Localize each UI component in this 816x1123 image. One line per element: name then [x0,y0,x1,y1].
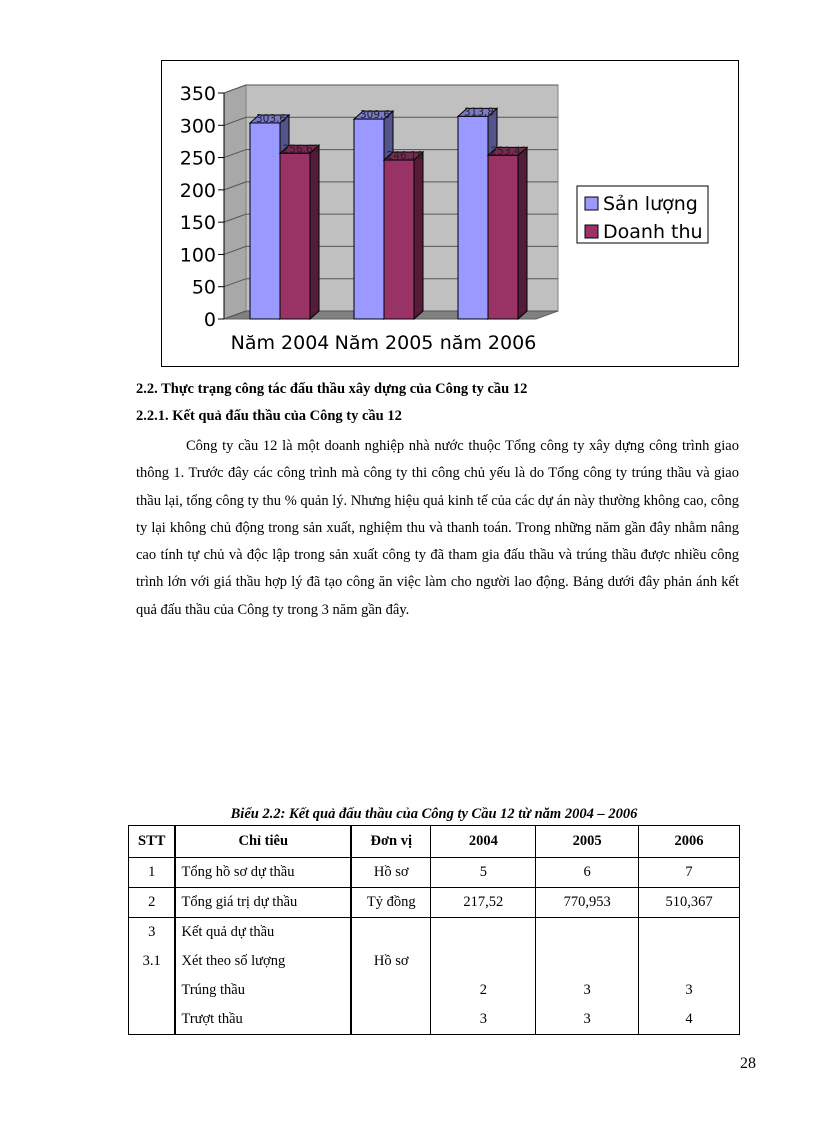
page-number: 28 [740,1055,756,1072]
bar [280,153,310,319]
header-2005: 2005 [536,826,639,858]
bar-side [414,152,423,319]
data-label: 246.18 [386,150,424,163]
chart-side-wall [224,85,246,319]
data-label: 313.8 [463,106,495,119]
bar [384,160,414,319]
y-tick-label: 100 [179,244,216,267]
cell-item-win: Trúng thầu [181,982,245,998]
table-header-row [129,826,740,858]
results-table [128,825,740,1035]
cell-stt-group [129,918,176,1035]
legend-swatch [585,225,598,238]
cell-item: Tổng hồ sơ dự thầu [175,858,351,888]
y-tick-label: 200 [179,179,216,202]
bar [250,123,280,319]
cell-unit: Hồ sơ [373,953,409,969]
bar-chart [161,60,739,367]
cell-2005: 6 [536,858,639,888]
subsection-heading: 2.2.1. Kết quả đấu thầu của Công ty cầu 12 [136,408,402,424]
cell-2006-group [639,918,740,1035]
bar-side [310,145,319,319]
cell-unit: Hồ sơ [351,858,431,888]
data-label: 253.43 [490,145,528,158]
header-2004: 2004 [431,826,536,858]
cell-2005: 770,953 [536,888,639,918]
table-row-group [129,918,740,1035]
section-heading: 2.2. Thực trạng công tác đấu thầu xây dựng của Công ty cầu 12 [136,381,528,397]
cell-win-2006: 3 [685,982,693,998]
x-tick-label: năm 2006 [439,332,537,354]
cell-lose-2004: 3 [479,1011,487,1027]
data-label: 303.6 [255,112,287,125]
x-tick-label: Năm 2005 [334,332,434,354]
cell-item: Tổng giá trị dự thầu [175,888,351,918]
cell-item-lose: Trượt thầu [181,1011,243,1027]
y-tick-label: 250 [179,147,216,170]
table-row [129,858,740,888]
body-paragraph: Công ty cầu 12 là một doanh nghiệp nhà nước thuộc Tổng công ty xây dựng công trình giao thông 1. Trước đây các công trình mà công ty thi công chủ yếu là do Tổng công ty trúng thầu và giao thầu lại, tổng công ty thu % quản lý. Nhưng hiệu quả kinh tế của các dự án này thường không cao, công ty lại không chủ động trong sản xuất, nghiệm thu và thanh toán. Trong những năm gần đây nhằm nâng cao tính tự chủ và độc lập trong sản xuất công ty đã tham gia đấu thầu và trúng thầu được nhiều công trình lớn với giá thầu hợp lý đã tạo công ăn việc làm cho người lao động. Bảng dưới đây phản ánh kết quả đấu thầu của Công ty trong 3 năm gần đây. [136,438,739,618]
y-tick-label: 300 [179,115,216,138]
data-label: 309.6 [359,109,391,122]
table-row [129,888,740,918]
bar [354,119,384,319]
cell-unit: Tỷ đồng [351,888,431,918]
x-tick-label: Năm 2004 [230,332,330,354]
header-unit: Đơn vị [351,826,431,858]
header-stt: STT [129,826,176,858]
cell-item-main: Kết quả dự thầu [181,924,275,940]
legend-swatch [585,197,598,210]
y-tick-label: 150 [179,212,216,235]
cell-lose-2005: 3 [583,1011,591,1027]
cell-unit-group [351,918,431,1035]
header-item: Chỉ tiêu [175,826,351,858]
chart-svg [162,61,740,368]
y-tick-label: 0 [203,309,216,331]
legend-label: Sản lượng [603,193,698,215]
bar-side [518,147,527,319]
cell-stt: 2 [129,888,176,918]
cell-2006: 7 [639,858,740,888]
data-label: 256.63 [282,143,320,156]
cell-2004: 217,52 [431,888,536,918]
cell-stt-sub: 3.1 [142,953,161,969]
cell-item-group [175,918,351,1035]
chart-legend [577,186,708,243]
bar [458,116,488,319]
cell-stt: 1 [129,858,176,888]
cell-stt-main: 3 [148,924,156,940]
header-2006: 2006 [639,826,740,858]
cell-2005-group [536,918,639,1035]
legend-label: Doanh thu [603,221,703,243]
bar [488,155,518,319]
cell-item-sub: Xét theo số lượng [181,953,286,969]
table-caption: Biểu 2.2: Kết quả đấu thầu của Công ty Cầu 12 từ năm 2004 – 2006 [230,806,638,822]
y-tick-label: 50 [191,276,216,299]
cell-lose-2006: 4 [685,1011,693,1027]
cell-2004-group [431,918,536,1035]
cell-win-2004: 2 [479,982,487,998]
y-tick-label: 350 [179,83,216,105]
cell-win-2005: 3 [583,982,591,998]
cell-2004: 5 [431,858,536,888]
cell-2006: 510,367 [639,888,740,918]
